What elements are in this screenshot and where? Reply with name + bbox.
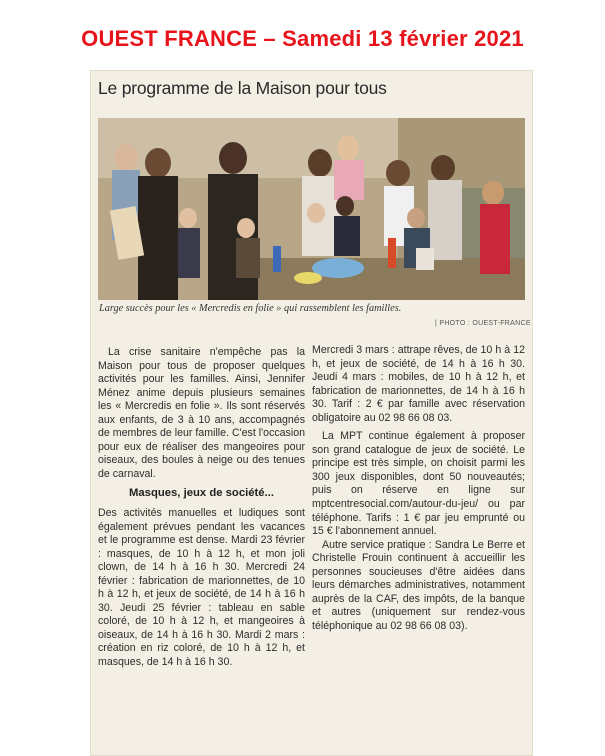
photo-caption: Large succès pour les « Mercredis en folie » qui rassemblent les familles. — [99, 303, 402, 314]
article-paragraph: La crise sanitaire n'empêche pas la Maison pour tous de proposer quelques activités pour les familles. Ainsi, Jennifer Ménez anime depuis plusieurs semaines les « Mercredis en folie ». Ils sont réservés aux enfants, de 3 à 10 ans, accompagnés de membres de leur famille. C'est l'occasion pour eux de réaliser des mangeoires pour oiseaux, des boules à neige ou des tenues de carnaval. — [98, 346, 305, 480]
article-photo — [98, 118, 525, 300]
article-column-left — [98, 346, 305, 670]
article-headline: Le programme de la Maison pour tous — [98, 78, 387, 98]
photo-credit: | PHOTO : OUEST-FRANCE — [435, 320, 531, 327]
article-column-right — [312, 344, 525, 633]
article-paragraph: Autre service pratique : Sandra Le Berre et Christelle Frouin continuent à accueillir les personnes soucieuses d'être aidées dans leurs démarches administratives, notamment auprès de la CAF, des impôts, de la banque et autres (uniquement sur rendez-vous téléphonique au 02 98 66 08 03). — [312, 538, 525, 632]
article-paragraph: La MPT continue également à proposer son grand catalogue de jeux de société. Le principe est très simple, on choisit parmi les 300 jeux disponibles, dont 50 nouveautés; puis on réserve en ligne sur mptcentresocial.com/autour-du-jeu/ ou par téléphone. Tarifs : 1 € par jeu emprunté ou 15 € l'abonnement annuel. — [312, 430, 525, 538]
newspaper-date-title: OUEST FRANCE – Samedi 13 février 2021 — [81, 26, 524, 51]
article-paragraph: Des activités manuelles et ludiques sont également prévues pendant les vacances et le programme est dense. Mardi 23 février : masques, de 10 h à 12 h, et mon joli clown, de 14 h à 16 h 30. Mercredi 24 février : fabrication de marionnettes, de 10 h à 12 h, et jeux de société, de 14 h à 16 h 30. Jeudi 25 février : tableau en sable coloré, de 10 h à 12 h, et mangeoires à oiseaux, de 14 h à 16 h 30. Mardi 2 mars : création en riz coloré, de 10 h à 12 h, et masques, de 14 h à 16 h 30. — [98, 507, 305, 669]
group-photo-illustration — [98, 118, 525, 300]
newspaper-clipping — [90, 70, 533, 756]
article-paragraph: Mercredi 3 mars : attrape rêves, de 10 h à 12 h, et jeux de société, de 14 h à 16 h 30. Jeudi 4 mars : mobiles, de 10 h à 12 h, et fabrication de marionnettes, de 14 h à 16 h 30. Tarif : 2 € par famille avec réservation obligatoire au 02 98 66 08 03. — [312, 344, 525, 424]
article-subheading: Masques, jeux de société... — [128, 487, 275, 500]
